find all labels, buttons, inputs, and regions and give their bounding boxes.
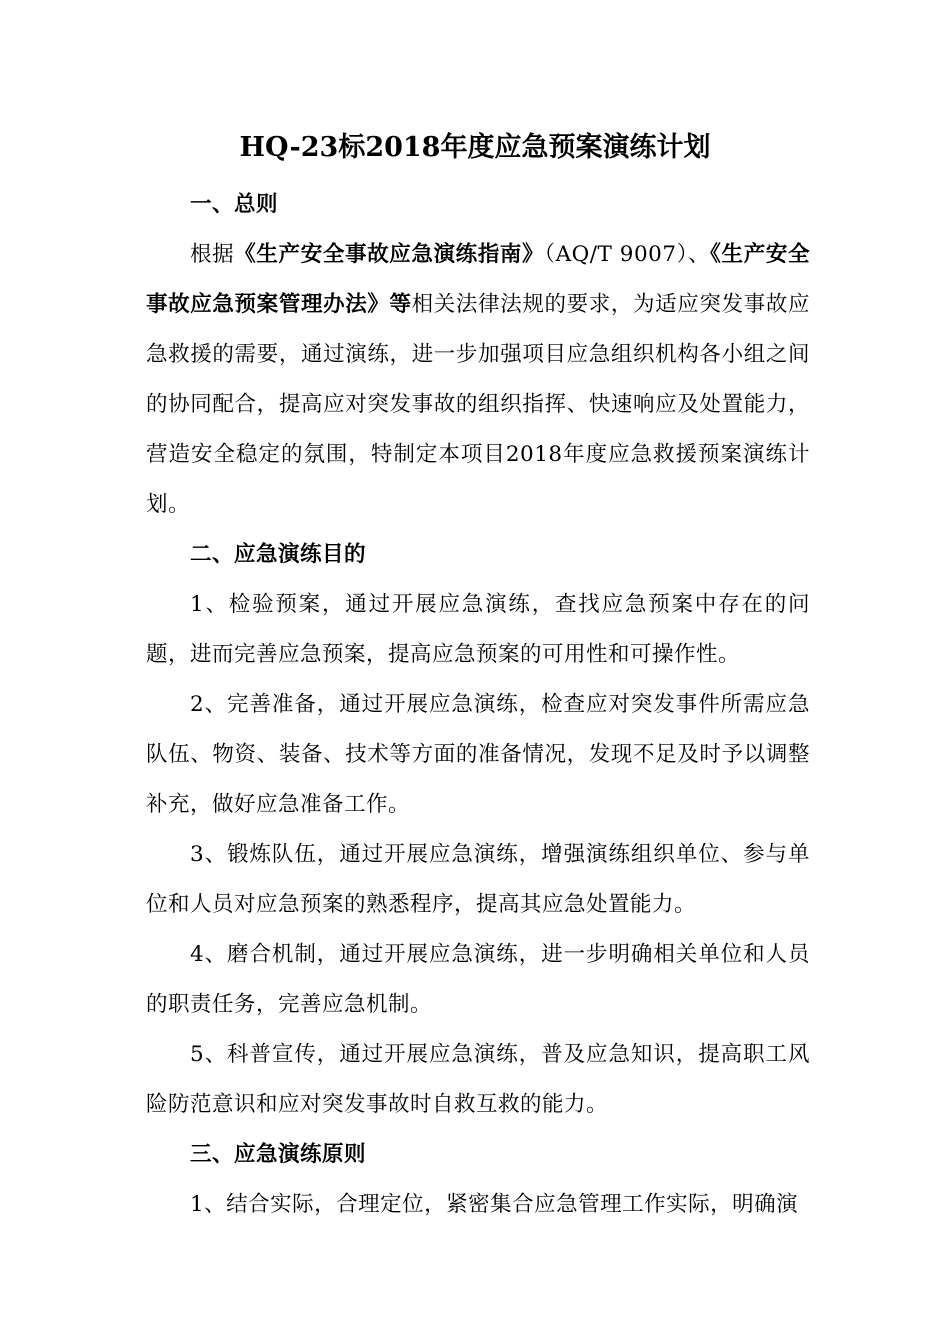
reference-drill-guide: 《生产安全事故应急演练指南》 (234, 242, 545, 267)
section-heading-general: 一、总则 (190, 192, 279, 217)
purpose-item: 5、科普宣传，通过开展应急演练，普及应急知识，提高职工风险防范意识和应对突发事故时自救互救的能力。 (146, 1042, 810, 1117)
section-heading-principles: 三、应急演练原则 (190, 1142, 367, 1167)
reference-standard-code: （AQ/T 9007）、 (544, 242, 711, 267)
purpose-item: 1、检验预案，通过开展应急演练，查找应急预案中存在的问题，进而完善应急预案，提高应急预案的可用性和可操作性。 (146, 592, 810, 667)
general-intro-paragraph (146, 230, 810, 530)
document-title: HQ-23标2018年度应急预案演练计划 (239, 132, 711, 163)
purpose-item: 3、锻炼队伍，通过开展应急演练，增强演练组织单位、参与单位和人员对应急预案的熟悉程序，提高其应急处置能力。 (146, 842, 810, 917)
document-body (146, 180, 810, 1230)
principle-item: 1、结合实际，合理定位，紧密集合应急管理工作实际，明确演 (190, 1192, 799, 1217)
intro-text-rest: 相关法律法规的要求，为适应突发事故应急救援的需要，通过演练，进一步加强项目应急组织机构各小组之间的协同配合，提高应对突发事故的组织指挥、快速响应及处置能力，营造安全稳定的氛围，特制定本项目2018年度应急救援预案演练计划。 (146, 292, 810, 517)
section-heading-purpose: 二、应急演练目的 (190, 542, 367, 567)
intro-text-start: 根据 (190, 242, 235, 267)
reference-plan-measures: 《生产安全事故应急预案管理办法》等 (146, 242, 810, 317)
purpose-item: 2、完善准备，通过开展应急演练，检查应对突发事件所需应急队伍、物资、装备、技术等方面的准备情况，发现不足及时予以调整补充，做好应急准备工作。 (146, 692, 810, 817)
purpose-item: 4、磨合机制，通过开展应急演练，进一步明确相关单位和人员的职责任务，完善应急机制。 (146, 942, 810, 1017)
